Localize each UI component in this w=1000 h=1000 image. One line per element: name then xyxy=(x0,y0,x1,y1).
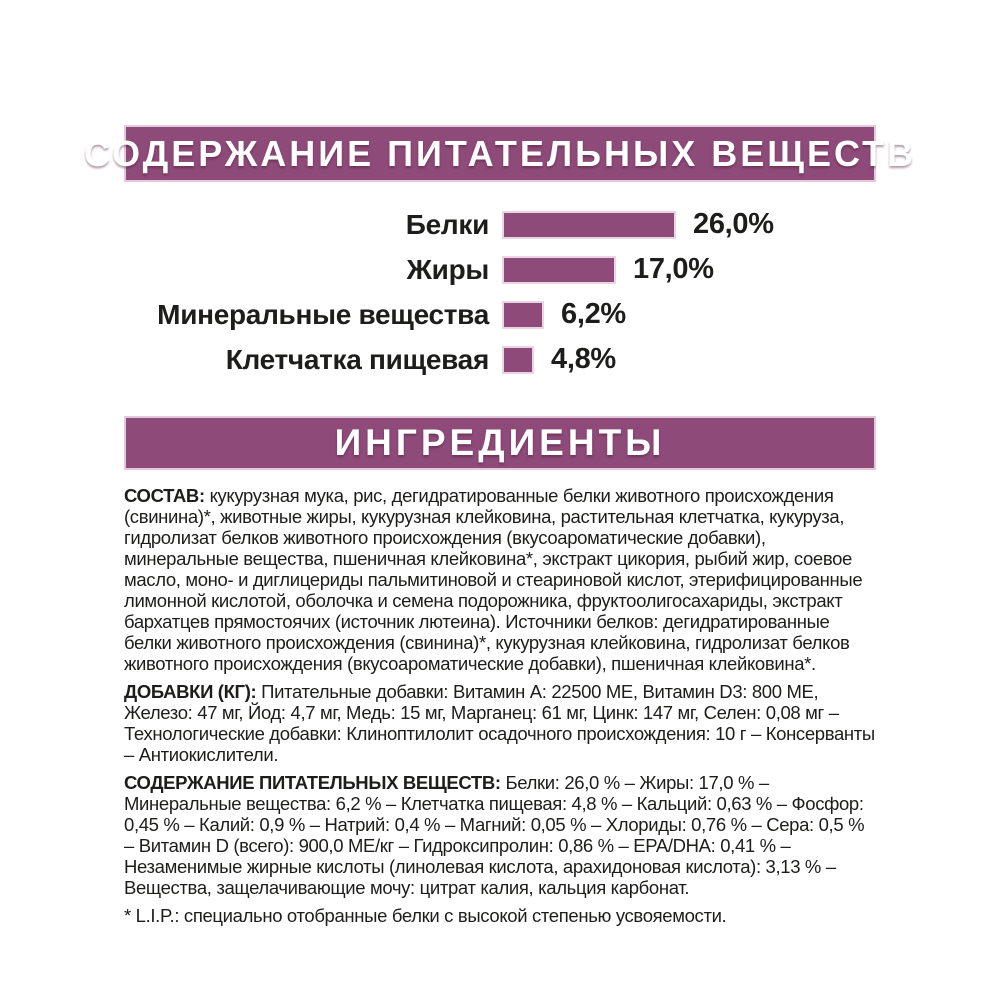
ingredients-banner-title: ИНГРЕДИЕНТЫ xyxy=(334,422,666,463)
chart-category-label: Белки xyxy=(405,208,489,240)
composition-paragraph xyxy=(124,485,876,674)
additives-label: ДОБАВКИ (КГ): xyxy=(124,681,257,702)
nutrition-info-panel xyxy=(83,0,917,926)
nutrient-content-label: СОДЕРЖАНИЕ ПИТАТЕЛЬНЫХ ВЕЩЕСТВ: xyxy=(124,772,501,793)
additives-text: Питательные добавки: Витамин А: 22500 МЕ, Витамин D3: 800 МЕ, Железо: 47 мг, Йод: 4,7 мг, Медь: 15 мг, Марганец: 61 мг, Цинк: 147 мг, Селен: 0,08 мг – Технологические добавки: Клиноптилолит осадочного происхождения: 10 г – Консерванты – Антиокислители. xyxy=(124,681,875,765)
nutrient-content-banner-title: СОДЕРЖАНИЕ ПИТАТЕЛЬНЫХ ВЕЩЕСТВ xyxy=(83,132,917,174)
chart-category-label: Жиры xyxy=(406,253,489,285)
chart-bar xyxy=(502,256,616,284)
ingredients-banner xyxy=(124,416,876,470)
chart-row-proteins xyxy=(124,202,876,247)
chart-value-label: 6,2% xyxy=(561,298,626,330)
lip-footnote: * L.I.P.: специально отобранные белки с высокой степенью усвояемости. xyxy=(124,905,727,926)
nutrient-content-banner xyxy=(83,125,917,182)
composition-label: СОСТАВ: xyxy=(124,485,205,506)
composition-text: кукурузная мука, рис, дегидратированные белки животного происхождения (свинина)*, животные жиры, кукурузная клейковина, растительная клетчатка, кукуруза, гидролизат белков животного происхождения (вкусоароматические добавки), минеральные вещества, пшеничная клейковина*, экстракт цикория, рыбий жир, соевое масло, моно- и диглицериды пальмитиновой и стеариновой кислот, этерифицированные лимонной кислотой, оболочка и семена подорожника, фруктоолигосахариды, экстракт бархатцев прямостоячих (источник лютеина). Источники белков: дегидратированные белки животного происхождения (свинина)*, кукурузная клейковина, гидролизат белков животного происхождения (вкусоароматические добавки), пшеничная клейковина*. xyxy=(124,485,863,674)
ingredients-text-block xyxy=(124,485,876,926)
chart-category-label: Минеральные вещества xyxy=(157,298,489,330)
nutrient-content-text: Белки: 26,0 % – Жиры: 17,0 % – Минеральные вещества: 6,2 % – Клетчатка пищевая: 4,8 % – Кальций: 0,63 % – Фосфор: 0,45 % – Калий: 0,9 % – Натрий: 0,4 % – Магний: 0,05 % – Хлориды: 0,76 % – Сера: 0,5 % – Витамин D (всего): 900,0 МЕ/кг – Гидроксипролин: 0,86 % – EPA/DHA: 0,41 % – Незаменимые жирные кислоты (линолевая кислота, арахидоновая кислота): 3,13 % – Вещества, защелачивающие мочу: цитрат калия, кальция карбонат. xyxy=(124,772,865,898)
chart-bar xyxy=(502,211,676,239)
nutrient-content-paragraph xyxy=(124,772,876,898)
chart-row-minerals xyxy=(124,292,876,337)
chart-value-label: 26,0% xyxy=(693,208,774,240)
chart-value-label: 4,8% xyxy=(551,343,616,375)
chart-row-fats xyxy=(124,247,876,292)
chart-value-label: 17,0% xyxy=(633,253,714,285)
chart-row-fiber xyxy=(124,337,876,382)
nutrient-bar-chart xyxy=(124,202,876,382)
additives-paragraph xyxy=(124,681,876,765)
chart-bar xyxy=(502,346,534,374)
chart-bar xyxy=(502,301,544,329)
chart-category-label: Клетчатка пищевая xyxy=(225,343,489,375)
